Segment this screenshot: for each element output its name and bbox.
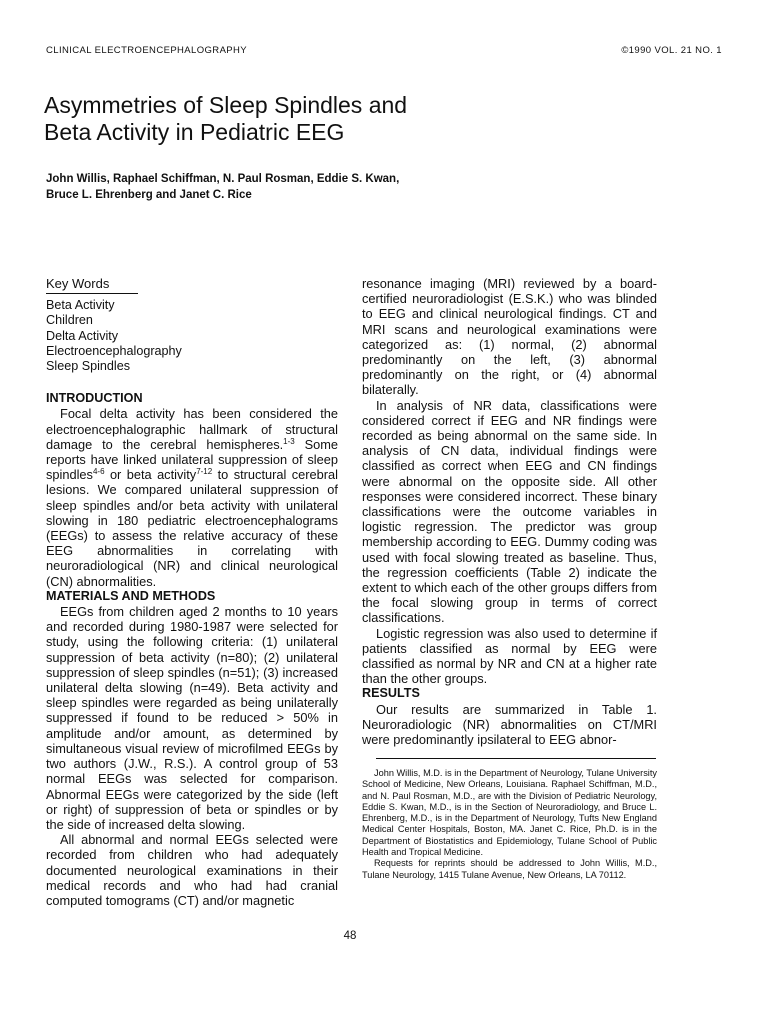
right-column	[362, 276, 657, 747]
citation: 4-6	[92, 467, 105, 477]
methods-paragraph: Logistic regression was also used to determine if patients classified as normal by EEG were classified as normal by NR and CN at a higher rate than the other groups.	[362, 625, 657, 687]
introduction-heading: INTRODUCTION	[46, 391, 143, 406]
title-line-1: Asymmetries of Sleep Spindles and	[44, 92, 408, 118]
methods-paragraph-continued: resonance imaging (MRI) reviewed by a board-certified neuroradiologist (E.S.K.) who was blinded to EEG and clinical neurological findings. CT and MRI scans and neurological examinations were categorized as: (1) normal, (2) abnormal predominantly on the left, (3) abnormal predominantly on the right, or (4) abnormal bilaterally.	[362, 276, 657, 398]
reprint-note: Requests for reprints should be addressed to John Willis, M.D., Tulane Neurology, 1415 Tulane Avenue, New Orleans, LA 70112.	[362, 858, 657, 880]
page-number: 48	[343, 930, 357, 942]
intro-text-d: to structural cerebral lesions. We compared unilateral suppression of sleep spindles and/or beta activity with unilateral slowing in 180 pediatric electroencephalograms (EEGs) to assess the relative accuracy of these EEG abnormalities in correlating with neuroradiological (NR) and clinical neurological (CN) abnormalities.	[46, 467, 339, 589]
key-words-heading: Key Words	[46, 276, 138, 294]
footnotes	[362, 768, 657, 881]
key-word-item: Beta Activity	[46, 298, 115, 313]
key-word-item: Electroencephalography	[46, 343, 182, 358]
affiliation-note: John Willis, M.D. is in the Department of Neurology, Tulane University School of Medicine, New Orleans, Louisiana. Raphael Schiffman, M.D., and N. Paul Rosman, M.D., are with the Division of Pediatric Neurology, Eddie S. Kwan, M.D., is in the Section of Neuroradiology, and Bruce L. Ehrenberg, M.D., is in the Department of Neurology, Tufts New England Medical Center Hospitals, Boston, MA. Janet C. Rice, Ph.D. is in the Department of Biostatistics and Epidemiology, Tulane School of Public Health and Tropical Medicine.	[362, 768, 657, 858]
article-title	[44, 92, 704, 146]
key-word-item: Children	[46, 313, 93, 328]
author-list	[46, 172, 706, 203]
footnote-divider	[376, 758, 656, 759]
introduction-paragraph	[46, 406, 338, 588]
methods-heading: MATERIALS AND METHODS	[46, 588, 216, 603]
intro-text-b: Some reports have linked unilateral suppression of sleep spindles	[46, 436, 338, 483]
results-paragraph: Our results are summarized in Table 1. Neuroradiologic (NR) abnormalities on CT/MRI were predominantly ipsilateral to EEG abnor-	[362, 701, 657, 748]
journal-name: CLINICAL ELECTROENCEPHALOGRAPHY	[46, 45, 248, 56]
results-heading: RESULTS	[362, 686, 420, 701]
intro-text-a: Focal delta activity has been considered the electroencephalographic hallmark of structural damage to the cerebral hemispheres.	[46, 406, 338, 452]
citation: 1-3	[283, 436, 295, 446]
volume-info: ©1990 VOL. 21 NO. 1	[621, 45, 722, 56]
authors-line-2: Bruce L. Ehrenberg and Janet C. Rice	[46, 188, 252, 201]
left-column	[46, 276, 338, 908]
key-words-list	[46, 298, 338, 374]
title-line-2: Beta Activity in Pediatric EEG	[44, 119, 345, 145]
key-words-box	[46, 276, 338, 374]
key-word-item: Sleep Spindles	[46, 359, 131, 374]
intro-text-c: or beta activity	[104, 467, 197, 483]
authors-line-1: John Willis, Raphael Schiffman, N. Paul Rosman, Eddie S. Kwan,	[46, 173, 400, 185]
methods-paragraph: All abnormal and normal EEGs selected were recorded from children who had adequately documented neurological examinations in their medical records and who had had cranial computed tomograms (CT) and/or magnetic	[46, 832, 338, 908]
key-word-item: Delta Activity	[46, 328, 119, 343]
methods-paragraph: EEGs from children aged 2 months to 10 years and recorded during 1980-1987 were selected for study, using the following criteria: (1) unilateral suppression of beta activity (n=80); (2) unilateral suppression of sleep spindles (n=51); (3) increased unilateral delta slowing (n=49). Beta activity and sleep spindles were regarded as being unilaterally suppressed if found to be reduced > 50% in amplitude and/or amount, as determined by simultaneous visual review of microfilmed EEGs by two authors (J.W., R.S.). A control group of 53 normal EEGs was selected for comparison. Abnormal EEGs were categorized by the side (left or right) of suppression of beta or spindles or by the side of increased delta slowing.	[46, 604, 338, 832]
citation: 7-12	[196, 467, 213, 477]
methods-paragraph: In analysis of NR data, classifications were considered correct if EEG and NR findings were recorded as being abnormal on the same side. In analysis of CN data, individual findings were classified as correct when EEG and CN findings were abnormal on the opposite side. All other responses were considered incorrect. These binary classifications were the outcome variables in logistic regression. The predictor was group membership according to EEG. Dummy coding was used with focal slowing treated as baseline. Thus, the regression coefficients (Table 2) indicate the extent to which each of the other groups differs from the focal slowing group in terms of correct classifications.	[362, 397, 657, 626]
